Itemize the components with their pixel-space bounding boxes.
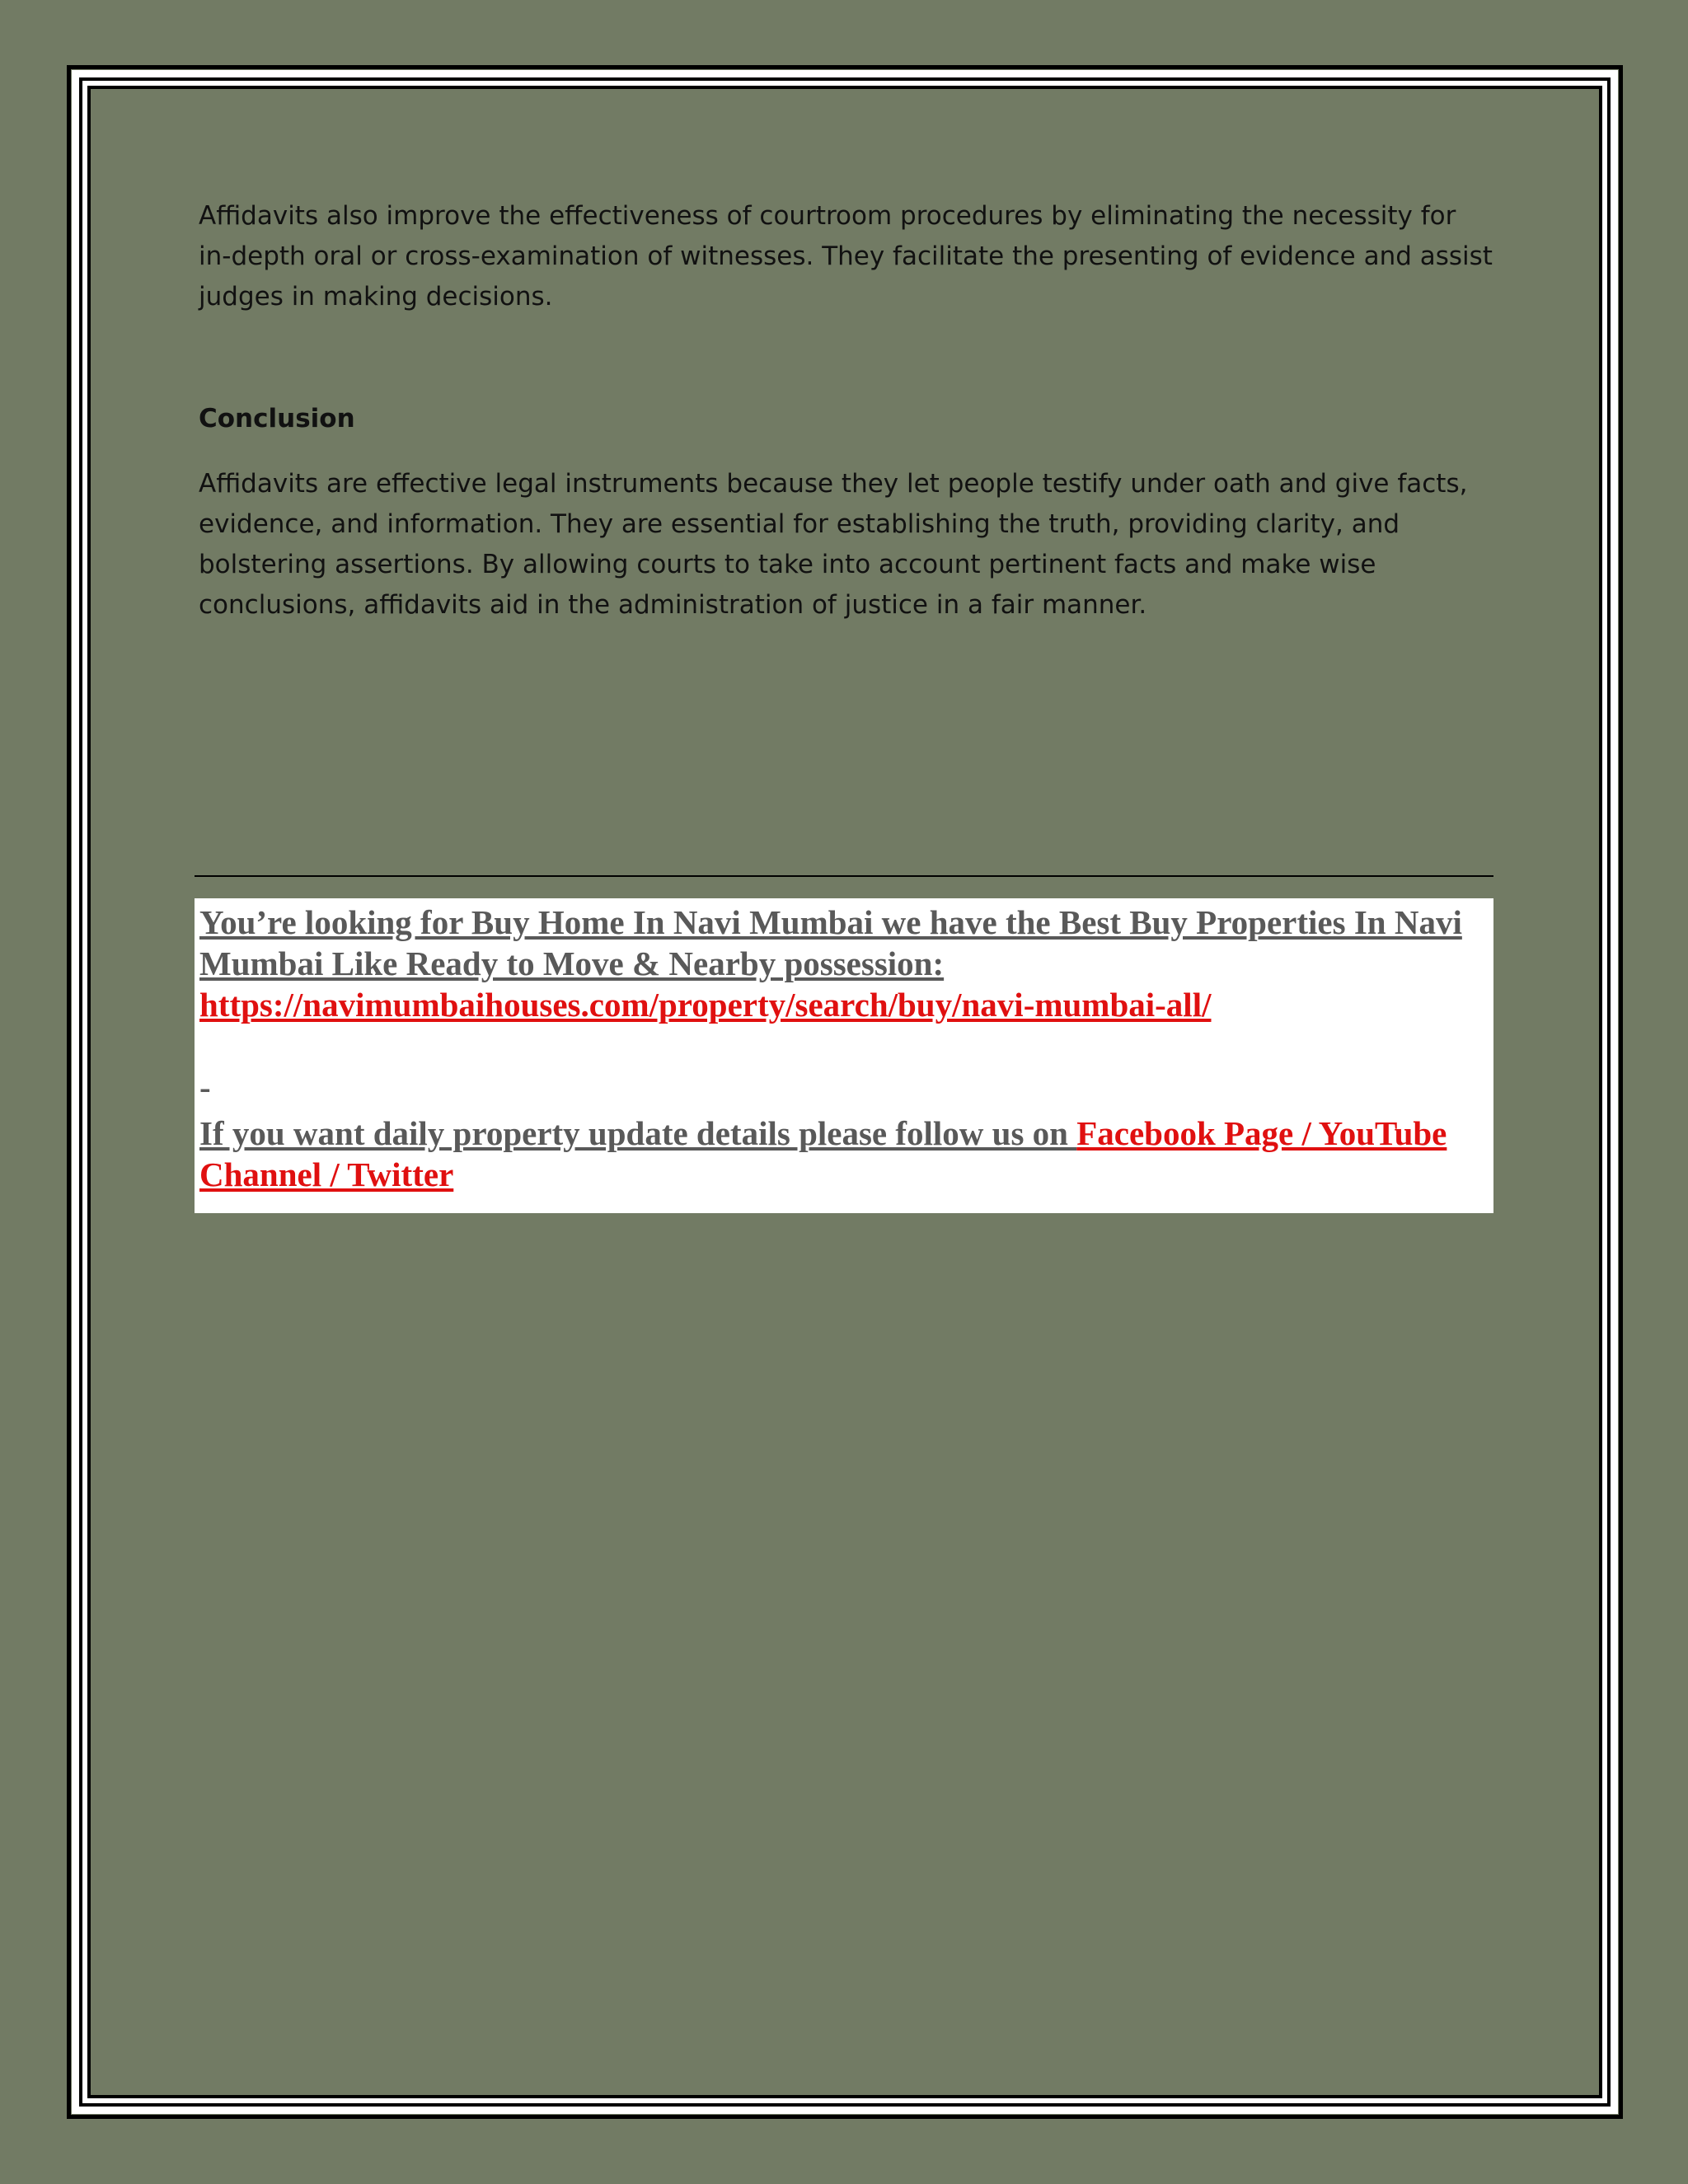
paragraph-affidavits-efficiency: Affidavits also improve the effectiveness of courtroom procedures by eliminating the necessity for in-depth oral or cross-examination of witnesses. They facilitate the presenting of evidence and assist judges in making decisions. [199, 201, 1493, 312]
follow-text: If you want daily property update details please follow us on [199, 1114, 1077, 1152]
promo-box [195, 898, 1493, 1213]
property-search-link[interactable]: https://navimumbaihouses.com/property/search/buy/navi-mumbai-all/ [199, 986, 1212, 1024]
conclusion-heading: Conclusion [199, 404, 355, 434]
horizontal-divider [195, 875, 1493, 877]
social-links[interactable]: Facebook Page / YouTube Channel / Twitter [199, 1114, 1447, 1193]
conclusion-paragraph: Affidavits are effective legal instruments because they let people testify under oath and give facts, evidence, and information. They are essential for establishing the truth, providing clarity, and bolstering assertions. By allowing courts to take into account pertinent facts and make wise conclusions, affidavits aid in the administration of justice in a fair manner. [199, 469, 1468, 620]
promo-follow [199, 1113, 1489, 1195]
conclusion-section [199, 464, 1497, 626]
promo-intro-text: You’re looking for Buy Home In Navi Mumbai we have the Best Buy Properties In Navi Mumbai Like Ready to Move & Nearby possession: [199, 903, 1462, 982]
intro-section [199, 196, 1493, 317]
promo-separator: - [199, 1068, 211, 1106]
promo-intro [199, 902, 1489, 1025]
